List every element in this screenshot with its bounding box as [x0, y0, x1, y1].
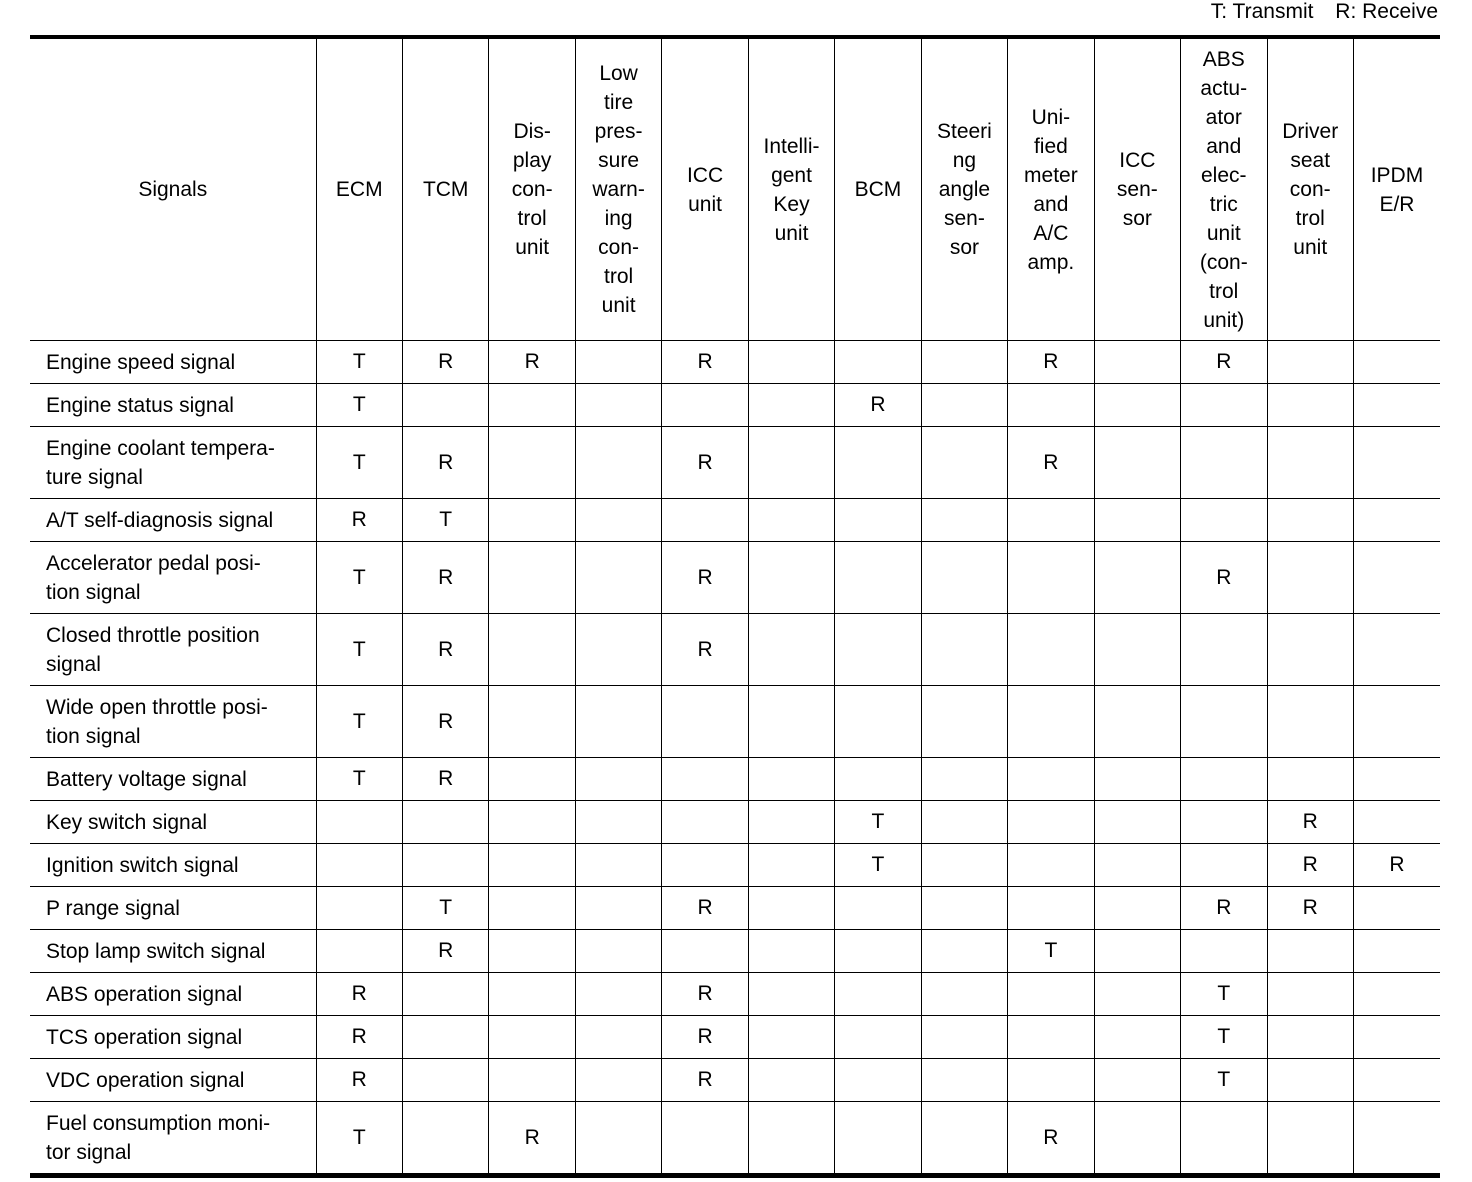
signal-cell: R [1267, 801, 1353, 844]
signal-cell [1353, 1102, 1440, 1176]
signal-name: ABS operation signal [30, 973, 316, 1016]
signal-cell [835, 758, 921, 801]
signal-cell [575, 686, 661, 758]
signal-cell [748, 1016, 834, 1059]
table-row [30, 341, 1440, 384]
signal-cell [1181, 801, 1267, 844]
signal-cell [748, 542, 834, 614]
signal-cell [1181, 1102, 1267, 1176]
signal-cell: R [662, 1016, 748, 1059]
signal-cell [575, 930, 661, 973]
signal-cell: R [316, 973, 402, 1016]
signal-cell [835, 499, 921, 542]
signal-cell [402, 384, 488, 427]
signal-cell [921, 542, 1007, 614]
signal-cell [1181, 427, 1267, 499]
signal-cell [489, 499, 575, 542]
signal-cell [1008, 801, 1094, 844]
signal-cell [575, 499, 661, 542]
signal-cell [575, 844, 661, 887]
table-body [30, 341, 1440, 1176]
signal-cell [489, 801, 575, 844]
signal-cell [1181, 758, 1267, 801]
signal-cell: R [1181, 887, 1267, 930]
table-row [30, 614, 1440, 686]
signal-cell [575, 1102, 661, 1176]
signal-cell [1353, 384, 1440, 427]
signal-cell [921, 930, 1007, 973]
signal-cell: T [316, 341, 402, 384]
signal-cell [1267, 1016, 1353, 1059]
signal-cell [1267, 930, 1353, 973]
signal-cell [921, 1059, 1007, 1102]
signal-cell: T [316, 542, 402, 614]
legend-receive: R: Receive [1335, 0, 1438, 23]
signal-cell [1353, 801, 1440, 844]
signal-cell [835, 887, 921, 930]
signal-name: Engine coolant tempera- ture signal [30, 427, 316, 499]
signal-cell [1353, 1059, 1440, 1102]
table-row [30, 1102, 1440, 1176]
signal-cell [921, 384, 1007, 427]
signal-cell [1181, 499, 1267, 542]
column-header: ICC unit [662, 37, 748, 341]
signal-cell [1267, 758, 1353, 801]
signal-cell: R [662, 542, 748, 614]
signal-cell: T [316, 384, 402, 427]
signal-cell [1008, 887, 1094, 930]
signal-cell [316, 887, 402, 930]
column-header: Uni- fied meter and A/C amp. [1008, 37, 1094, 341]
signal-cell [1008, 686, 1094, 758]
signal-cell: T [316, 614, 402, 686]
signal-cell [1008, 614, 1094, 686]
signal-cell [835, 930, 921, 973]
signal-cell [575, 973, 661, 1016]
signal-cell [575, 1059, 661, 1102]
signal-cell: R [835, 384, 921, 427]
table-row [30, 801, 1440, 844]
signal-cell [921, 801, 1007, 844]
column-header: BCM [835, 37, 921, 341]
table-row [30, 384, 1440, 427]
signal-cell [489, 930, 575, 973]
signal-cell [1353, 1016, 1440, 1059]
signal-cell [1008, 542, 1094, 614]
signal-name: Engine speed signal [30, 341, 316, 384]
signal-cell [489, 758, 575, 801]
column-header: ECM [316, 37, 402, 341]
signal-cell: R [1181, 542, 1267, 614]
signal-cell: R [316, 499, 402, 542]
signal-cell [748, 1102, 834, 1176]
signal-cell [662, 686, 748, 758]
signal-cell [316, 801, 402, 844]
table-row [30, 686, 1440, 758]
signal-cell [921, 341, 1007, 384]
signal-name: VDC operation signal [30, 1059, 316, 1102]
signal-cell [489, 384, 575, 427]
table-row [30, 887, 1440, 930]
signal-cell [1353, 758, 1440, 801]
signal-cell: T [402, 499, 488, 542]
signal-cell [575, 384, 661, 427]
signal-cell [835, 1102, 921, 1176]
signal-cell [748, 384, 834, 427]
signal-cell [489, 844, 575, 887]
signal-cell [1353, 542, 1440, 614]
column-header: Low tire pres- sure warn- ing con- trol unit [575, 37, 661, 341]
signal-cell [1094, 930, 1180, 973]
signal-cell [1008, 384, 1094, 427]
signal-cell [748, 686, 834, 758]
signal-cell [835, 1016, 921, 1059]
signal-cell [489, 686, 575, 758]
signal-cell [1094, 499, 1180, 542]
signal-cell [835, 686, 921, 758]
signal-cell [748, 341, 834, 384]
column-header: TCM [402, 37, 488, 341]
signal-cell: R [402, 341, 488, 384]
signal-cell [489, 427, 575, 499]
signal-cell [1267, 614, 1353, 686]
signal-cell [1094, 686, 1180, 758]
signal-cell [662, 758, 748, 801]
signal-cell [1094, 887, 1180, 930]
signal-cell [835, 614, 921, 686]
signal-cell [489, 1059, 575, 1102]
signal-cell [489, 973, 575, 1016]
signal-cell [1094, 973, 1180, 1016]
column-header: Intelli- gent Key unit [748, 37, 834, 341]
signal-cell [748, 758, 834, 801]
signal-cell [1008, 1016, 1094, 1059]
signal-cell [748, 614, 834, 686]
signal-cell [835, 542, 921, 614]
signal-cell [921, 887, 1007, 930]
table-row [30, 973, 1440, 1016]
signal-cell [489, 887, 575, 930]
signal-cell [575, 341, 661, 384]
signal-cell [1008, 499, 1094, 542]
signal-cell: T [1181, 1059, 1267, 1102]
column-header: Dis- play con- trol unit [489, 37, 575, 341]
signal-cell [575, 614, 661, 686]
signal-cell [748, 844, 834, 887]
signal-cell: R [662, 887, 748, 930]
signal-cell [748, 887, 834, 930]
signal-cell [402, 973, 488, 1016]
signal-cell [921, 973, 1007, 1016]
column-header: Driver seat con- trol unit [1267, 37, 1353, 341]
signal-cell [1094, 384, 1180, 427]
signal-cell [1267, 1102, 1353, 1176]
signal-cell [1094, 542, 1180, 614]
table-row [30, 930, 1440, 973]
signal-cell [748, 973, 834, 1016]
signal-cell [662, 384, 748, 427]
signal-cell [1353, 499, 1440, 542]
signal-cell [402, 1102, 488, 1176]
signal-cell [921, 1016, 1007, 1059]
legend-transmit: T: Transmit [1210, 0, 1314, 23]
signal-cell [489, 1016, 575, 1059]
signal-cell: T [835, 844, 921, 887]
signal-cell [1008, 844, 1094, 887]
column-header: Steeri ng angle sen- sor [921, 37, 1007, 341]
signal-cell [1094, 341, 1180, 384]
legend [1211, 0, 1438, 24]
signal-cell [1094, 614, 1180, 686]
signal-cell [1353, 341, 1440, 384]
signal-cell [575, 1016, 661, 1059]
signal-cell [1181, 930, 1267, 973]
signal-cell: R [402, 930, 488, 973]
signal-cell [1008, 973, 1094, 1016]
signal-cell [1267, 427, 1353, 499]
signal-cell [921, 427, 1007, 499]
signal-cell [489, 542, 575, 614]
signal-cell [1094, 427, 1180, 499]
signal-cell [402, 801, 488, 844]
signal-cell [748, 801, 834, 844]
table-row [30, 1016, 1440, 1059]
signal-cell [402, 1016, 488, 1059]
signal-cell [921, 758, 1007, 801]
signal-cell [921, 499, 1007, 542]
signal-cell: R [489, 341, 575, 384]
signal-name: A/T self-diagnosis signal [30, 499, 316, 542]
signal-cell [1094, 801, 1180, 844]
signal-cell [835, 427, 921, 499]
signal-cell: R [1181, 341, 1267, 384]
column-header: ICC sen- sor [1094, 37, 1180, 341]
signal-cell [1181, 384, 1267, 427]
signal-cell: R [662, 614, 748, 686]
signal-cell [1094, 844, 1180, 887]
signal-cell [835, 341, 921, 384]
signal-name: Accelerator pedal posi- tion signal [30, 542, 316, 614]
signal-cell: T [316, 758, 402, 801]
signal-cell [662, 499, 748, 542]
signal-cell: R [662, 1059, 748, 1102]
signal-cell: R [662, 973, 748, 1016]
signal-cell [1094, 758, 1180, 801]
signal-cell [575, 542, 661, 614]
signal-cell: R [402, 542, 488, 614]
signal-cell [1008, 1059, 1094, 1102]
table-row [30, 499, 1440, 542]
signal-cell [575, 758, 661, 801]
signal-cell: T [1181, 973, 1267, 1016]
table-row [30, 542, 1440, 614]
signal-cell [1267, 973, 1353, 1016]
signal-cell [921, 686, 1007, 758]
signal-cell: T [316, 686, 402, 758]
signal-cell: R [1008, 1102, 1094, 1176]
signal-cell: R [402, 758, 488, 801]
signal-cell [575, 801, 661, 844]
header-row [30, 37, 1440, 341]
signal-cell [1353, 973, 1440, 1016]
column-header: ABS actu- ator and elec- tric unit (con- trol unit) [1181, 37, 1267, 341]
signal-cell [748, 930, 834, 973]
column-header-signals: Signals [30, 37, 316, 341]
signal-cell [921, 1102, 1007, 1176]
signal-cell [402, 844, 488, 887]
signal-cell [1008, 758, 1094, 801]
column-header: IPDM E/R [1353, 37, 1440, 341]
signal-cell [402, 1059, 488, 1102]
table-row [30, 758, 1440, 801]
signal-cell [316, 930, 402, 973]
signal-cell [1267, 542, 1353, 614]
signal-cell: T [1008, 930, 1094, 973]
signal-cell [1267, 499, 1353, 542]
signal-cell [1267, 341, 1353, 384]
signal-cell: R [402, 614, 488, 686]
signal-cell: T [835, 801, 921, 844]
signal-cell [921, 614, 1007, 686]
signal-cell [316, 844, 402, 887]
signal-cell [1353, 887, 1440, 930]
signal-cell: R [1353, 844, 1440, 887]
signal-cell: R [402, 686, 488, 758]
signal-cell: R [316, 1059, 402, 1102]
signal-cell: T [316, 427, 402, 499]
signal-cell [748, 1059, 834, 1102]
signal-cell: T [316, 1102, 402, 1176]
signal-cell: R [402, 427, 488, 499]
signal-cell [1181, 614, 1267, 686]
signal-cell [575, 427, 661, 499]
signal-cell: T [402, 887, 488, 930]
signal-cell: T [1181, 1016, 1267, 1059]
signal-cell [1181, 844, 1267, 887]
signal-name: Fuel consumption moni- tor signal [30, 1102, 316, 1176]
signal-cell [662, 1102, 748, 1176]
signal-cell [662, 844, 748, 887]
signal-cell [1267, 686, 1353, 758]
signal-cell [1094, 1016, 1180, 1059]
signal-cell [1267, 1059, 1353, 1102]
signal-cell [1181, 686, 1267, 758]
signal-cell: R [662, 427, 748, 499]
signal-cell [1353, 686, 1440, 758]
can-communication-table [30, 35, 1440, 1178]
signal-name: P range signal [30, 887, 316, 930]
signal-cell: R [1267, 844, 1353, 887]
signal-cell [489, 614, 575, 686]
signal-cell [1094, 1102, 1180, 1176]
signal-cell [1353, 427, 1440, 499]
signal-cell [921, 844, 1007, 887]
signal-cell: R [489, 1102, 575, 1176]
signal-name: Stop lamp switch signal [30, 930, 316, 973]
signal-cell: R [1267, 887, 1353, 930]
signal-name: Ignition switch signal [30, 844, 316, 887]
table-row [30, 427, 1440, 499]
signal-name: Closed throttle position signal [30, 614, 316, 686]
signal-cell [575, 887, 661, 930]
signal-cell [835, 973, 921, 1016]
signal-cell [1353, 614, 1440, 686]
signal-cell [835, 1059, 921, 1102]
signal-cell [1094, 1059, 1180, 1102]
signal-name: Wide open throttle posi- tion signal [30, 686, 316, 758]
signal-cell [1353, 930, 1440, 973]
signal-name: Battery voltage signal [30, 758, 316, 801]
signal-cell [662, 801, 748, 844]
signal-cell [748, 499, 834, 542]
signal-name: Key switch signal [30, 801, 316, 844]
table-row [30, 844, 1440, 887]
signal-cell: R [1008, 341, 1094, 384]
signal-cell [662, 930, 748, 973]
signal-name: TCS operation signal [30, 1016, 316, 1059]
signal-cell: R [1008, 427, 1094, 499]
signal-cell [748, 427, 834, 499]
signal-cell: R [316, 1016, 402, 1059]
signal-cell: R [662, 341, 748, 384]
signal-cell [1267, 384, 1353, 427]
signal-name: Engine status signal [30, 384, 316, 427]
table-row [30, 1059, 1440, 1102]
